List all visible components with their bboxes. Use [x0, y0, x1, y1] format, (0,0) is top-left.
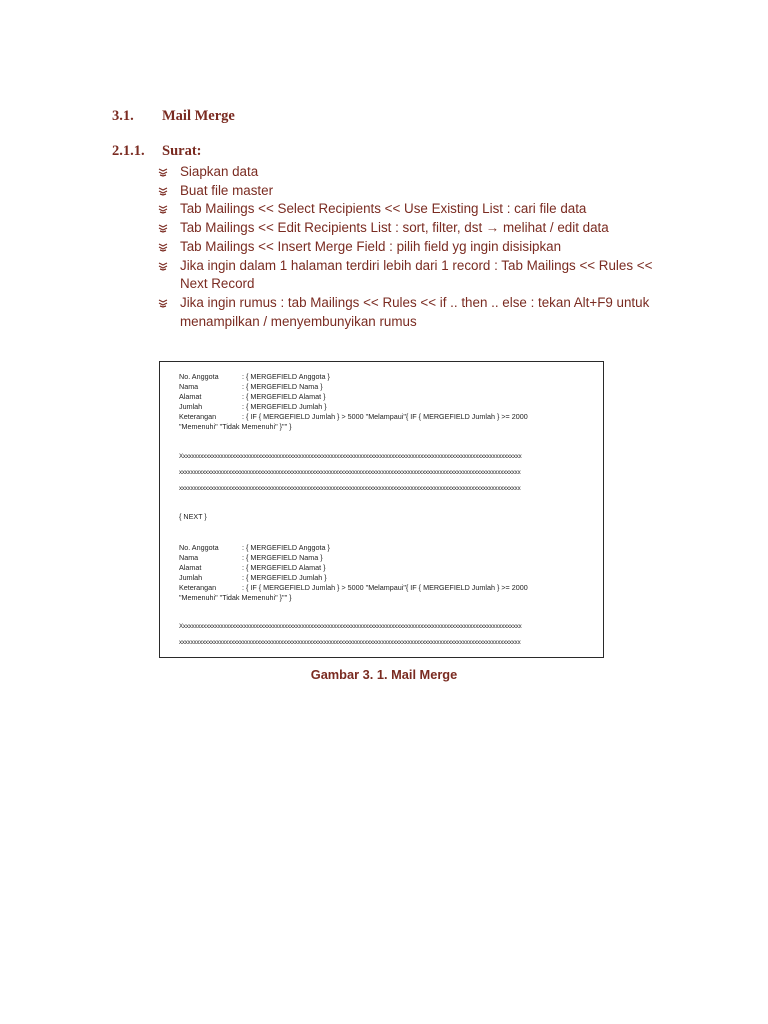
wingding-bullet-icon: [158, 205, 168, 214]
field-label: Keterangan: [179, 412, 217, 421]
placeholder-text-line: xxxxxxxxxxxxxxxxxxxxxxxxxxxxxxxxxxxxxxxxxxxxxxxxxxxxxxxxxxxxxxxxxxxxxxxxxxxxxxxxxxxxxxxxxxxxxxxxxxxxxxxxxxxxxxxxxxxxxx: [179, 469, 521, 476]
wingding-bullet-icon: [158, 262, 168, 271]
field-value: : { MERGEFIELD Alamat }: [242, 392, 326, 401]
list-item: [158, 163, 678, 182]
field-value: : { MERGEFIELD Jumlah }: [242, 402, 327, 411]
field-label: No. Anggota: [179, 372, 219, 381]
wingding-bullet-icon: [158, 299, 168, 308]
field-continuation: "Memenuhi" "Tidak Memenuhi" }"" }: [179, 422, 292, 431]
field-label: No. Anggota: [179, 543, 219, 552]
placeholder-text-line: Xxxxxxxxxxxxxxxxxxxxxxxxxxxxxxxxxxxxxxxxxxxxxxxxxxxxxxxxxxxxxxxxxxxxxxxxxxxxxxxxxxxxxxxxxxxxxxxxxxxxxxxxxxxxxxxxxxxxxx: [179, 453, 522, 460]
field-value: : { IF { MERGEFIELD Jumlah } > 5000 "Melampaui"{ IF { MERGEFIELD Jumlah } >= 2000: [242, 412, 528, 421]
field-row: [179, 412, 528, 422]
field-label: Jumlah: [179, 402, 203, 411]
wingding-bullet-icon: [158, 224, 168, 233]
next-field: { NEXT }: [179, 512, 207, 521]
placeholder-text-line: Xxxxxxxxxxxxxxxxxxxxxxxxxxxxxxxxxxxxxxxxxxxxxxxxxxxxxxxxxxxxxxxxxxxxxxxxxxxxxxxxxxxxxxxxxxxxxxxxxxxxxxxxxxxxxxxxxxxxxx: [179, 623, 522, 630]
section-title: Mail Merge: [162, 108, 235, 124]
field-label: Keterangan: [179, 583, 217, 592]
field-value: : { MERGEFIELD Anggota }: [242, 543, 330, 552]
field-row: [179, 583, 528, 593]
field-label: Nama: [179, 553, 199, 562]
list-item-text: Jika ingin dalam 1 halaman terdiri lebih dari 1 record : Tab Mailings << Rules << Next Record: [180, 257, 653, 292]
step-list: [158, 163, 678, 331]
field-label: Nama: [179, 382, 199, 391]
field-value: : { MERGEFIELD Nama }: [242, 553, 323, 562]
list-item: [158, 200, 678, 219]
list-item-text: Siapkan data: [180, 164, 259, 179]
wingding-bullet-icon: [158, 243, 168, 252]
list-item: [158, 238, 678, 257]
field-row: [179, 563, 528, 573]
field-row: [179, 543, 528, 553]
field-label: Alamat: [179, 563, 202, 572]
subsection-number: 2.1.1.: [112, 143, 145, 159]
list-item-text: Tab Mailings << Edit Recipients List : sort, filter, dst: [180, 220, 483, 236]
field-value: : { MERGEFIELD Nama }: [242, 382, 323, 391]
list-item: [158, 182, 678, 201]
field-row: [179, 573, 528, 583]
field-row: [179, 372, 528, 382]
field-value: : { MERGEFIELD Anggota }: [242, 372, 330, 381]
field-row: [179, 382, 528, 392]
placeholder-text-line: xxxxxxxxxxxxxxxxxxxxxxxxxxxxxxxxxxxxxxxxxxxxxxxxxxxxxxxxxxxxxxxxxxxxxxxxxxxxxxxxxxxxxxxxxxxxxxxxxxxxxxxxxxxxxxxxxxxxxx: [179, 639, 521, 646]
wingding-bullet-icon: [158, 187, 168, 196]
figure-caption: Gambar 3. 1. Mail Merge: [310, 667, 458, 682]
placeholder-text-line: xxxxxxxxxxxxxxxxxxxxxxxxxxxxxxxxxxxxxxxxxxxxxxxxxxxxxxxxxxxxxxxxxxxxxxxxxxxxxxxxxxxxxxxxxxxxxxxxxxxxxxxxxxxxxxxxxxxxxx: [179, 485, 521, 492]
field-label: Alamat: [179, 392, 202, 401]
field-value: : { MERGEFIELD Jumlah }: [242, 573, 327, 582]
list-item-text: Tab Mailings << Select Recipients << Use Existing List : cari file data: [180, 201, 587, 217]
subsection-title: Surat:: [162, 143, 202, 159]
list-item-text: Jika ingin rumus : tab Mailings << Rules << if .. then .. else : tekan Alt+F9 untuk menampilkan / menyembunyikan rumus: [180, 294, 650, 329]
field-value: : { IF { MERGEFIELD Jumlah } > 5000 "Melampaui"{ IF { MERGEFIELD Jumlah } >= 2000: [242, 583, 528, 592]
field-value: : { MERGEFIELD Alamat }: [242, 563, 326, 572]
record-block-1: [179, 372, 528, 432]
field-row: [179, 392, 528, 402]
subsection-heading: [112, 143, 201, 160]
section-number: 3.1.: [112, 108, 134, 124]
field-label: Jumlah: [179, 573, 203, 582]
record-block-2: [179, 543, 528, 603]
arrow-right-icon: →: [485, 220, 500, 236]
field-row: [179, 402, 528, 412]
list-item: [158, 219, 678, 238]
section-heading: [112, 108, 235, 125]
field-row: [179, 553, 528, 563]
list-item-text: Tab Mailings << Insert Merge Field : pilih field yg ingin disisipkan: [180, 238, 562, 254]
list-item: [158, 257, 678, 294]
wingding-bullet-icon: [158, 168, 168, 177]
field-continuation: "Memenuhi" "Tidak Memenuhi" }"" }: [179, 593, 292, 602]
list-item-text: Buat file master: [180, 182, 274, 198]
mail-merge-figure: [159, 361, 604, 658]
list-item: [158, 294, 678, 331]
list-item-text-tail: melihat / edit data: [499, 220, 609, 236]
